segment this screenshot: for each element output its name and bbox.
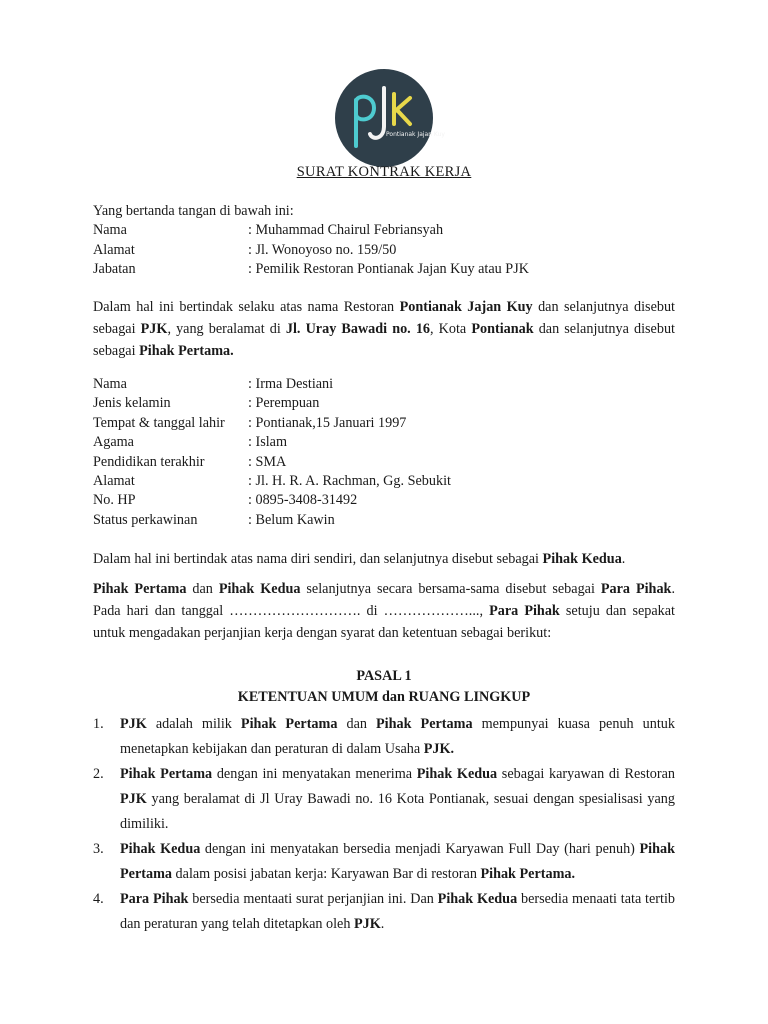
field-value: : Irma Destiani — [248, 376, 334, 392]
field-label: Tempat & tanggal lahir — [93, 414, 225, 431]
field-row — [93, 453, 675, 472]
field-value: : Pemilik Restoran Pontianak Jajan Kuy atau PJK — [248, 261, 529, 278]
list-item: 2. Pihak Pertama dengan ini menyatakan menerima Pihak Kedua sebagai karyawan di Restoran PJK yang beralamat di Jl Uray Bawadi no. 16 Kota Pontianak, sesuai dengan spesialisasi yang dimiliki. — [93, 762, 675, 837]
logo-graphic — [334, 68, 445, 168]
field-label: Agama — [93, 434, 134, 451]
item-number: 2. — [93, 766, 104, 782]
second-party-section — [93, 375, 675, 530]
field-row — [93, 375, 675, 394]
field-value: : Belum Kawin — [248, 511, 335, 528]
field-value: : SMA — [248, 453, 287, 470]
item-number: 4. — [93, 891, 104, 907]
document-title: SURAT KONTRAK KERJA — [296, 164, 472, 180]
field-row — [93, 394, 675, 413]
pasal-number: PASAL 1 — [356, 668, 412, 684]
field-row — [93, 414, 675, 433]
first-party-section — [93, 202, 675, 280]
field-label: Jenis kelamin — [93, 395, 171, 412]
second-party-paragraph: Dalam hal ini bertindak atas nama diri sendiri, dan selanjutnya disebut sebagai Pihak Kedua. — [93, 551, 626, 567]
pasal-heading: KETENTUAN UMUM dan RUANG LINGKUP — [237, 689, 531, 705]
intro-line: Yang bertanda tangan di bawah ini: — [93, 203, 294, 219]
clause-list — [93, 712, 675, 937]
field-label: Nama — [93, 376, 127, 392]
field-value: : Jl. H. R. A. Rachman, Gg. Sebukit — [248, 472, 451, 489]
field-label: Jabatan — [93, 261, 136, 278]
field-value: : Muhammad Chairul Febriansyah — [248, 222, 444, 239]
field-row — [93, 491, 675, 510]
field-value: : 0895-3408-31492 — [248, 492, 358, 509]
field-row — [93, 433, 675, 452]
logo-brand-name: Pontianak Jajan Kuy — [386, 131, 445, 138]
list-item: 3. Pihak Kedua dengan ini menyatakan bersedia menjadi Karyawan Full Day (hari penuh) Pihak Pertama dalam posisi jabatan kerja: Karyawan Bar di restoran Pihak Pertama. — [93, 837, 675, 887]
field-value: : Perempuan — [248, 395, 320, 412]
field-row — [93, 260, 675, 279]
field-label: Alamat — [93, 241, 135, 258]
field-row — [93, 472, 675, 491]
field-label: Alamat — [93, 472, 135, 489]
list-item: 4. Para Pihak bersedia mentaati surat perjanjian ini. Dan Pihak Kedua bersedia menaati tata tertib dan peraturan yang telah ditetapkan oleh PJK. — [93, 887, 675, 937]
list-item: 1. PJK adalah milik Pihak Pertama dan Pihak Pertama mempunyai kuasa penuh untuk menetapkan kebijakan dan peraturan di dalam Usaha PJK. — [93, 712, 675, 762]
field-label: Status perkawinan — [93, 511, 198, 528]
item-number: 3. — [93, 841, 104, 857]
field-row — [93, 511, 675, 530]
field-value: : Islam — [248, 434, 288, 451]
field-label: No. HP — [93, 492, 136, 509]
field-row — [93, 221, 675, 240]
field-value: : Jl. Wonoyoso no. 159/50 — [248, 241, 397, 258]
item-number: 1. — [93, 716, 104, 732]
field-label: Pendidikan terakhir — [93, 453, 205, 470]
field-row — [93, 241, 675, 260]
field-value: : Pontianak,15 Januari 1997 — [248, 414, 407, 431]
pjk-logo — [334, 68, 445, 168]
first-party-paragraph: Dalam hal ini bertindak selaku atas nama Restoran Pontianak Jajan Kuy dan selanjutnya disebut sebagai PJK, yang beralamat di Jl. Uray Bawadi no. 16, Kota Pontianak dan selanjutnya disebut sebagai Pihak Pertama. — [93, 299, 675, 359]
field-label: Nama — [93, 222, 127, 239]
agreement-paragraph: Pihak Pertama dan Pihak Kedua selanjutnya secara bersama-sama disebut sebagai Para Pihak. Pada hari dan tanggal ………………………. di ………………..., Para Pihak setuju dan sepakat untuk mengadakan perjanjian kerja dengan syarat dan ketentuan sebagai berikut: — [93, 581, 675, 641]
